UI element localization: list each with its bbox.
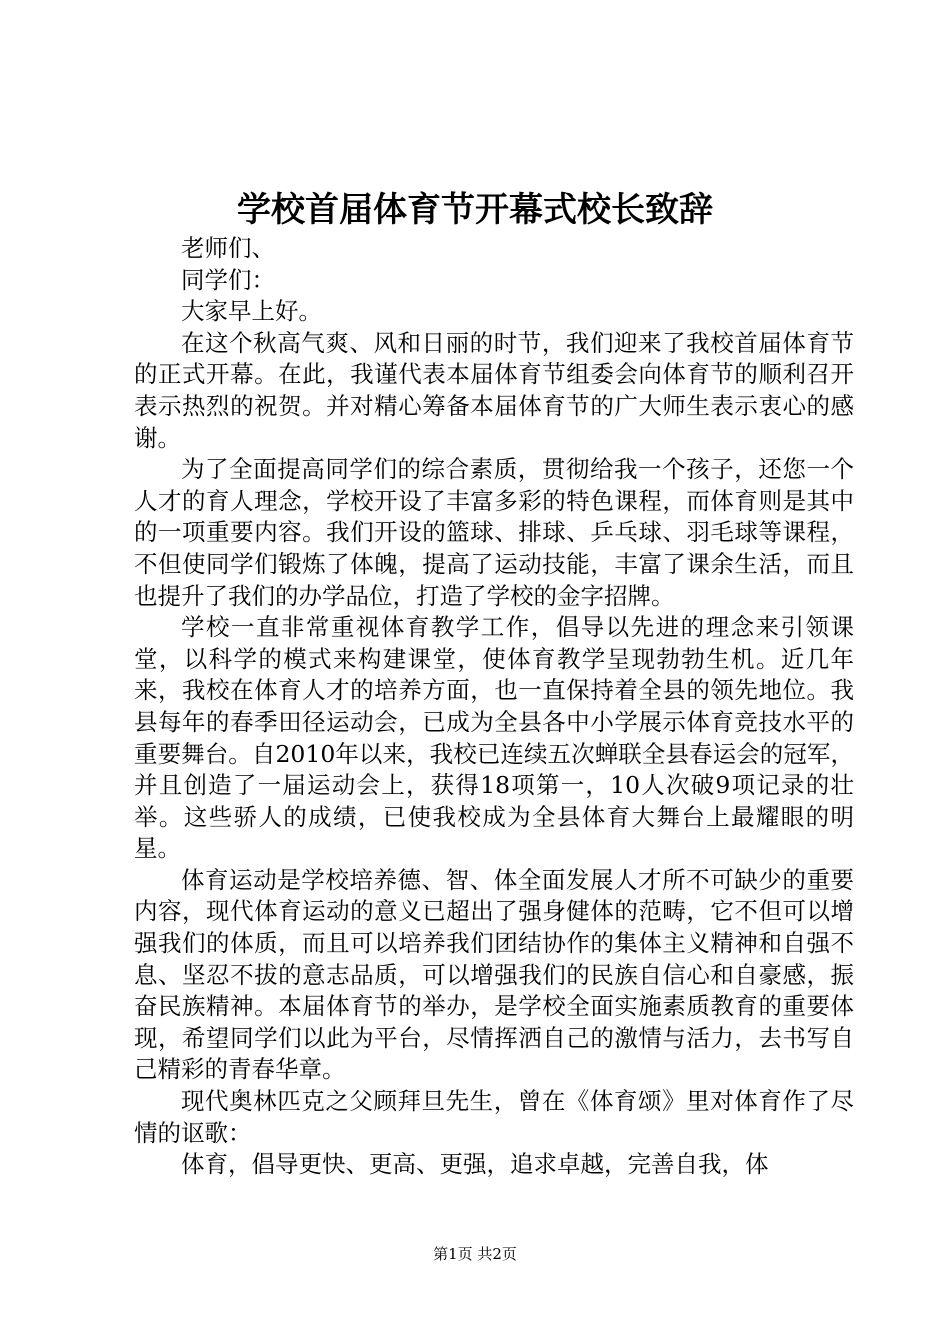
paragraph-coubertin: 现代奥林匹克之父顾拜旦先生，曾在《体育颂》里对体育作了尽情的讴歌： [134,1087,854,1147]
paragraph-significance: 体育运动是学校培养德、智、体全面发展人才所不可缺少的重要内容，现代体育运动的意义已超出了强身健体的范畴，它不但可以增强我们的体质，而且可以培养我们团结协作的集体主义精神和自强不息、坚忍不拔的意志品质，可以增强我们的民族自信心和自豪感，振奋民族精神。本届体育节的举办，是学校全面实施素质教育的重要体现，希望同学们以此为平台，尽情挥洒自己的激情与活力，去书写自己精彩的青春华章。 [134,865,854,1084]
salutation-teachers: 老师们、 [181,234,275,262]
paragraph-ode: 体育，倡导更快、更高、更强，追求卓越，完善自我，体 [181,1150,769,1179]
paragraph-courses: 为了全面提高同学们的综合素质，贯彻给我一个孩子，还您一个人才的育人理念，学校开设了丰富多彩的特色课程，而体育则是其中的一项重要内容。我们开设的篮球、排球、乒乓球、羽毛球等课程，不但使同学们锻炼了体魄，提高了运动技能，丰富了课余生活，而且也提升了我们的办学品位，打造了学校的金字招牌。 [134,455,854,610]
salutation-students: 同学们： [181,265,275,294]
document-title: 学校首届体育节开幕式校长致辞 [237,190,713,230]
paragraph-opening: 在这个秋高气爽、风和日丽的时节，我们迎来了我校首届体育节的正式开幕。在此，我谨代表本届体育节组委会向体育节的顺利召开表示热烈的祝贺。并对精心筹备本届体育节的广大师生表示衷心的感谢。 [134,328,854,452]
paragraph-achievements: 学校一直非常重视体育教学工作，倡导以先进的理念来引领课堂，以科学的模式来构建课堂，使体育教学呈现勃勃生机。近几年来，我校在体育人才的培养方面，也一直保持着全县的领先地位。我县每年的春季田径运动会，已成为全县各中小学展示体育竞技水平的重要舞台。自2010年以来，我校已连续五次蝉联全县春运会的冠军，并且创造了一届运动会上，获得18项第一，10人次破9项记录的壮举。这些骄人的成绩，已使我校成为全县体育大舞台上最耀眼的明星。 [134,613,854,863]
page-number-footer: 第1页 共2页 [433,1245,517,1263]
greeting: 大家早上好。 [181,297,322,326]
document-body [134,233,854,1181]
